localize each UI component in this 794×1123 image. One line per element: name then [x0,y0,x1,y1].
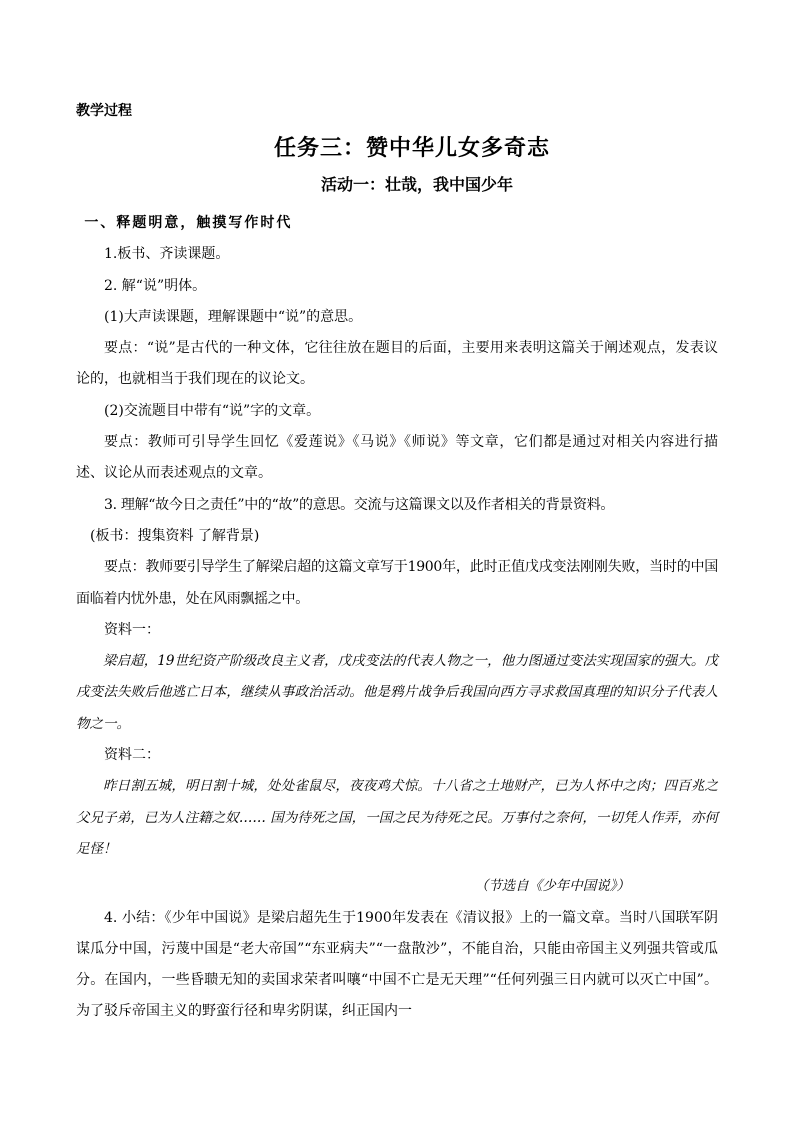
list-item: 1.板书、齐读课题。 [104,246,230,263]
task-title: 任务三：赞中华儿女多奇志 [273,136,550,161]
section-label: 教学过程 [76,103,132,119]
key-point-paragraph: 要点：“说”是古代的一种文体，它往往放在题目的后面，主要用来表明这篇关于阐述观点，发表议论的，也就相当于我们现在的议论文。 [76,340,718,388]
material-quote: 昨日割五城，明日割十城，处处雀鼠尽，夜夜鸡犬惊。十八省之土地财产，已为人怀中之肉；四百兆之父兄子弟，已为人注籍之奴…… 国为待死之国，一国之民为待死之民。万事付之奈何，一切凭人作弄，亦何足怪！ [76,778,718,857]
section-heading: 一、释题明意，触摸写作时代 [84,215,293,231]
list-item: 3. 理解“故今日之责任”中的“故”的意思。交流与这篇课文以及作者相关的背景资料。 [104,496,615,513]
material-label: 资料一： [104,621,160,638]
key-point-paragraph: 要点：教师要引导学生了解梁启超的这篇文章写于1900年，此时正值戊戌变法刚刚失败，当时的中国面临着内忧外患，处在风雨飘摇之中。 [76,559,718,607]
body-content [76,208,718,1028]
summary-paragraph: 4. 小结：《少年中国说》是梁启超先生于1900年发表在《清议报》上的一篇文章。当时八国联军阴谋瓜分中国，污蔑中国是“老大帝国”“东亚病夫”“一盘散沙”，不能自治，只能由帝国主义列强共管或瓜分。在国内，一些昏聩无知的卖国求荣者叫嚷“中国不亡是无天理”“任何列强三日内就可以灭亡中国”。为了驳斥帝国主义的野蛮行径和卑劣阴谋，纠正国内一 [76,909,718,1020]
activity-title: 活动一：壮哉，我中国少年 [320,175,513,194]
quote-source: （节选自《少年中国说》） [474,878,630,895]
list-item: 2. 解“说”明体。 [104,277,207,294]
material-label: 资料二： [104,747,160,764]
key-point-paragraph: 要点：教师可引导学生回忆《爱莲说》《马说》《师说》等文章，它们都是通过对相关内容进行描述、议论从而表述观点的文章。 [76,434,718,482]
board-note: (板书：搜集资料 了解背景) [90,527,260,544]
list-item: (2)交流题目中带有“说”字的文章。 [104,402,321,419]
list-item: (1)大声读课题，理解课题中“说”的意思。 [104,308,363,325]
material-quote: 梁启超，19世纪资产阶级改良主义者，戊戌变法的代表人物之一，他力图通过变法实现国家的强大。戊戌变法失败后他逃亡日本，继续从事政治活动。他是鸦片战争后我国向西方寻求救国真理的知识分子代表人物之一。 [76,653,718,732]
